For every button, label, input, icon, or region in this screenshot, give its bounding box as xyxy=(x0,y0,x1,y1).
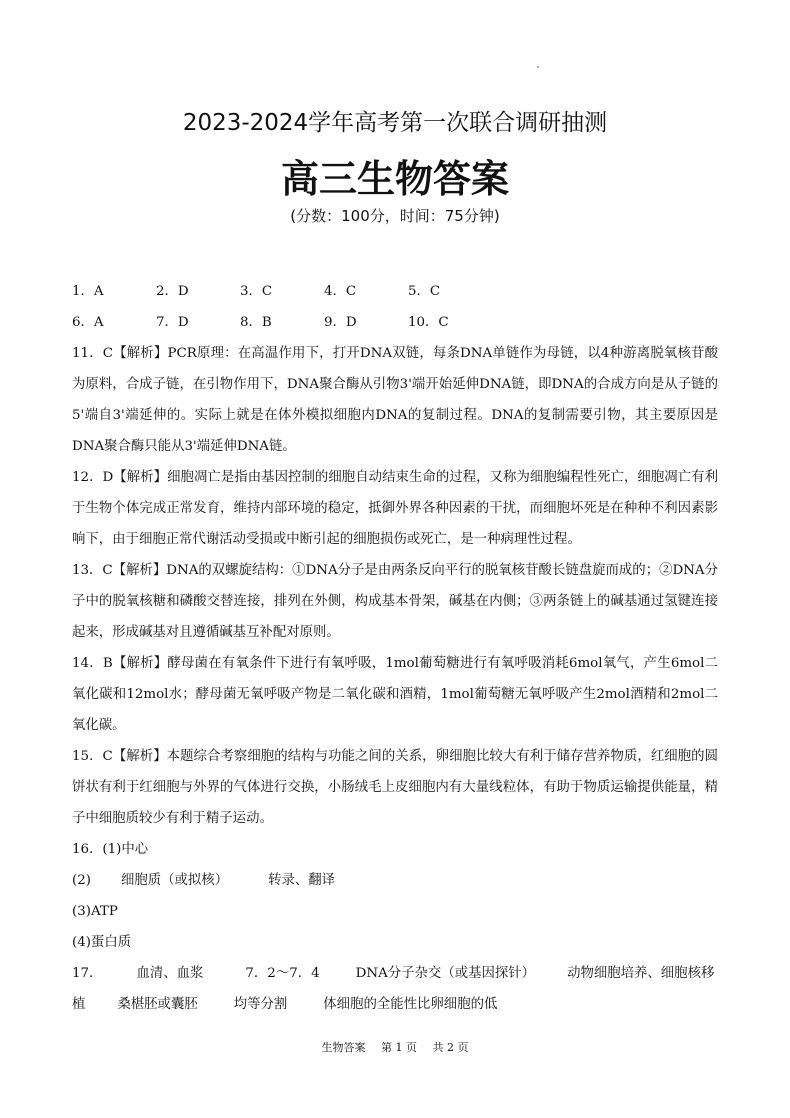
explanation-11: 11．C【解析】PCR原理：在高温作用下，打开DNA双链，每条DNA单链作为母链，以4种游离脱氧核苷酸为原料，合成子链，在引物作用下，DNA聚合酶从引物3'端开始延伸DNA链，即DNA的合成方向是从子链的5'端自3'端延伸的。实际上就是在体外模拟细胞内DNA的复制过程。DNA的复制需要引物，其主要原因是DNA聚合酶只能从3'端延伸DNA链。 xyxy=(72,346,718,454)
explanation-12: 12．D【解析】细胞凋亡是指由基因控制的细胞自动结束生命的过程，又称为细胞编程性死亡，细胞凋亡有利于生物个体完成正常发育，维持内部环境的稳定，抵御外界各种因素的干扰，而细胞坏死是在种种不利因素影响下，由于细胞正常代谢活动受损或中断引起的细胞损伤或死亡，是一种病理性过程。 xyxy=(72,470,718,547)
answer-item: 6．A xyxy=(72,315,104,330)
answer-title: 高三生物答案 xyxy=(280,157,509,201)
answer-item: 7．D xyxy=(156,315,189,330)
footer-total-label: 共 2 页 xyxy=(432,1041,469,1054)
q17-answer-g: 体细胞的全能性比卵细胞的低 xyxy=(323,997,498,1012)
footer-page-number: 1 xyxy=(395,1041,403,1054)
q17-answer-d-cont: 植 xyxy=(72,997,86,1012)
q16-answer-b: 转录、翻译 xyxy=(268,873,336,888)
answer-item: 9．D xyxy=(324,315,357,330)
explanation-15: 15．C【解析】本题综合考察细胞的结构与功能之间的关系，卵细胞比较大有利于储存营养物质，红细胞的圆饼状有利于红细胞与外界的气体进行交换，小肠绒毛上皮细胞内有大量线粒体，有助于物质运输提供能量，精子中细胞质较少有利于精子运动。 xyxy=(72,749,718,826)
q16-answer-a: 细胞质（或拟核） xyxy=(120,873,229,888)
q17-number: 17． xyxy=(72,966,103,981)
scan-dot xyxy=(537,66,539,68)
footer-total-number: 2 xyxy=(447,1041,454,1054)
answer-item: 8．B xyxy=(240,315,272,330)
q16-line-4: (4)蛋白质 xyxy=(72,935,132,950)
answer-item: 2．D xyxy=(156,284,189,299)
answer-body xyxy=(72,276,718,1020)
answer-item: 10．C xyxy=(408,315,449,330)
q17-answer-e: 桑椹胚或囊胚 xyxy=(117,997,198,1012)
q17-line-1 xyxy=(72,958,718,989)
answer-item: 5．C xyxy=(408,284,441,299)
footer-subject: 生物答案 xyxy=(321,1041,366,1054)
explanation-14: 14．B【解析】酵母菌在有氧条件下进行有氧呼吸，1mol葡萄糖进行有氧呼吸消耗6mol氧气，产生6mol二氧化碳和12mol水；酵母菌无氧呼吸产物是二氧化碳和酒精，1mol葡萄糖无氧呼吸产生2mol酒精和2mol二氧化碳。 xyxy=(72,656,718,733)
q17-answer-a: 血清、血浆 xyxy=(136,966,204,981)
footer-page-label: 第 1 页 xyxy=(381,1041,417,1054)
q17-answer-c: DNA分子杂交（或基因探针） xyxy=(355,966,536,981)
q17-line-2 xyxy=(72,989,718,1020)
score-time-info: (分数：100分，时间：75分钟) xyxy=(290,207,500,225)
q17-answer-b: 7．2～7．4 xyxy=(245,966,320,981)
q16-line-2 xyxy=(72,865,718,896)
exam-title: 2023-2024学年高考第一次联合调研抽测 xyxy=(182,110,608,136)
q16-line-3: (3)ATP xyxy=(72,904,118,919)
q16-part-number: (2) xyxy=(72,873,91,888)
q16-line-1: 16．(1)中心 xyxy=(72,842,149,857)
answer-row-1 xyxy=(72,276,718,307)
answer-item: 3．C xyxy=(240,284,273,299)
page-footer xyxy=(0,1039,790,1055)
q17-answer-d: 动物细胞培养、细胞核移 xyxy=(567,966,715,981)
answer-row-2 xyxy=(72,307,718,338)
answer-item: 1．A xyxy=(72,284,104,299)
explanation-13: 13．C【解析】DNA的双螺旋结构：①DNA分子是由两条反向平行的脱氧核苷酸长链盘旋而成的；②DNA分子中的脱氧核糖和磷酸交替连接，排列在外侧，构成基本骨架，碱基在内侧；③两条链上的碱基通过氢键连接起来，形成碱基对且遵循碱基互补配对原则。 xyxy=(72,563,718,640)
q17-answer-f: 均等分割 xyxy=(233,997,288,1012)
answer-item: 4．C xyxy=(324,284,357,299)
